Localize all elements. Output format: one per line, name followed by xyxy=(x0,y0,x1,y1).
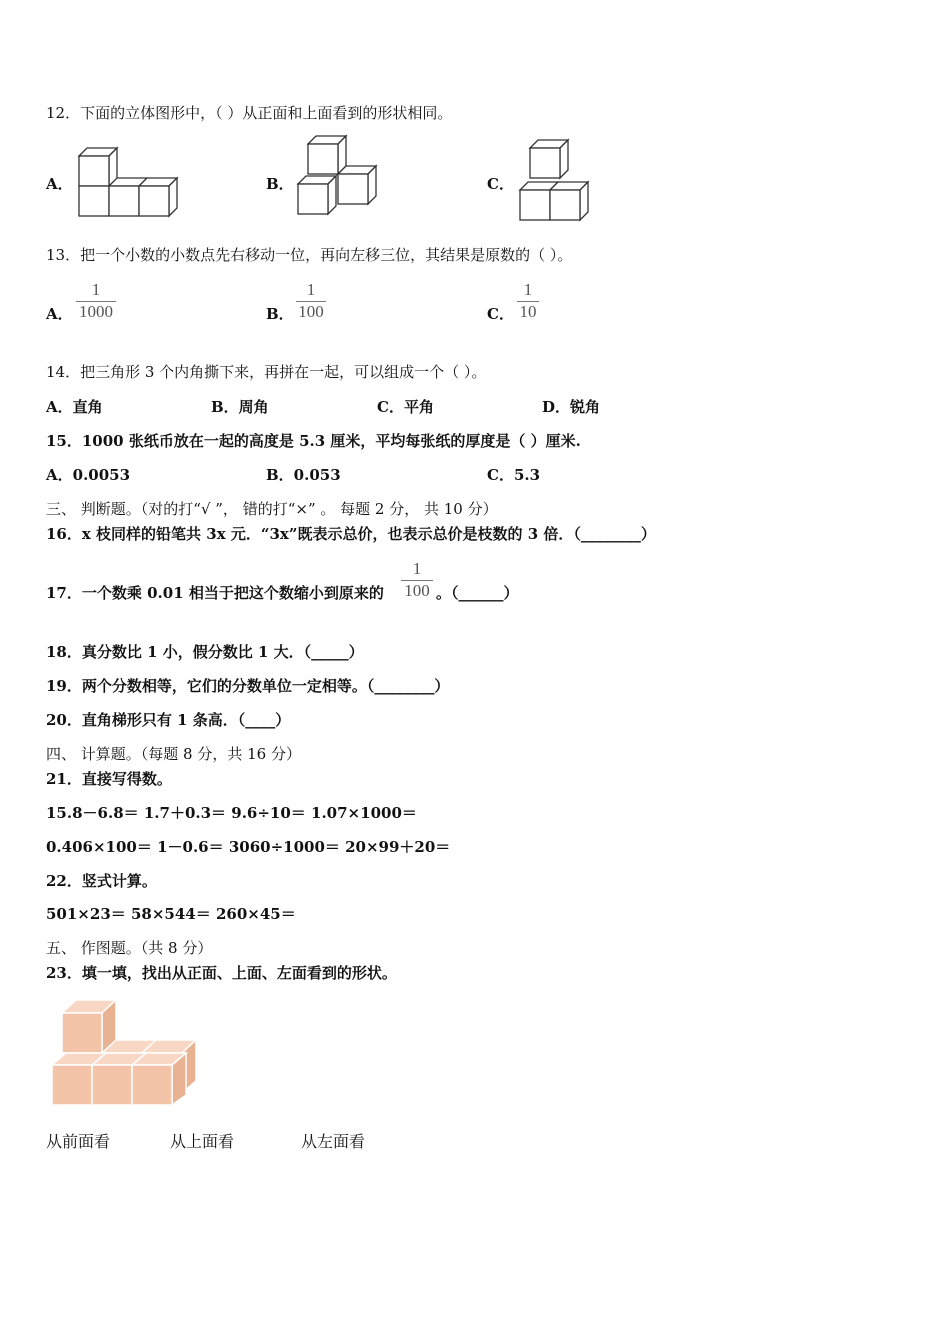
q12-option-a-label[interactable]: A． xyxy=(46,175,73,193)
q14-option-c[interactable]: C．平角 xyxy=(377,398,434,416)
q23-label-front: 从前面看 xyxy=(46,1132,111,1151)
q19-text: 19．两个分数相等，它们的分数单位一定相等。（________） xyxy=(46,677,450,695)
q23-title: 23．填一填，找出从正面、上面、左面看到的形状。 xyxy=(46,964,397,982)
q13-text: 13．把一个小数的小数点先右移动一位，再向左移三位，其结果是原数的（ ）。 xyxy=(46,246,573,264)
q20-text: 20．直角梯形只有 1 条高．（____） xyxy=(46,711,291,729)
q21-title: 21．直接写得数。 xyxy=(46,770,172,788)
q12-option-c-label[interactable]: C． xyxy=(487,175,514,193)
section-3-heading: 三、 判断题。（对的打“√ ”， 错的打“×” 。 每题 2 分， 共 10 分） xyxy=(46,500,498,518)
q18-text: 18．真分数比 1 小，假分数比 1 大．（_____） xyxy=(46,643,364,661)
q15-option-a[interactable]: A．0.0053 xyxy=(46,466,131,484)
q12-option-b-label[interactable]: B． xyxy=(266,175,294,193)
q12-figure-b xyxy=(296,134,386,219)
q22-title: 22．竖式计算。 xyxy=(46,872,157,890)
q13-option-b-label[interactable]: B． xyxy=(266,305,294,323)
section-5-heading: 五、 作图题。（共 8 分） xyxy=(46,939,213,957)
q15-text: 15．1000 张纸币放在一起的高度是 5.3 厘米，平均每张纸的厚度是（ ）厘米. xyxy=(46,432,581,450)
q15-option-b[interactable]: B．0.053 xyxy=(266,466,341,484)
q14-text: 14．把三角形 3 个内角撕下来，再拼在一起，可以组成一个（ ）。 xyxy=(46,363,487,381)
q23-label-top: 从上面看 xyxy=(170,1132,235,1151)
fraction-denominator: 1000 xyxy=(79,302,113,321)
q13-option-c-label[interactable]: C． xyxy=(487,305,514,323)
fraction-denominator: 10 xyxy=(519,302,537,321)
q17-text-after: 。（______） xyxy=(436,584,519,602)
q17-fraction xyxy=(401,560,433,600)
fraction-numerator: 1 xyxy=(412,559,422,578)
q14-option-d[interactable]: D．锐角 xyxy=(542,398,601,416)
q12-text: 12．下面的立体图形中，（ ）从正面和上面看到的形状相同。 xyxy=(46,104,453,122)
fraction-denominator: 100 xyxy=(298,302,324,321)
q14-option-a[interactable]: A．直角 xyxy=(46,398,103,416)
q17-text-before: 17．一个数乘 0.01 相当于把这个数缩小到原来的 xyxy=(46,584,384,602)
q15-option-c[interactable]: C．5.3 xyxy=(487,466,541,484)
fraction-numerator: 1 xyxy=(91,280,101,299)
q16-text: 16．x 枝同样的铅笔共 3x 元．“3x”既表示总价，也表示总价是枝数的 3 倍．（________） xyxy=(46,525,656,543)
q23-cube-figure xyxy=(46,995,206,1110)
q12-figure-a xyxy=(76,142,186,222)
section-4-heading: 四、 计算题。（每题 8 分，共 16 分） xyxy=(46,745,301,763)
fraction-numerator: 1 xyxy=(523,280,533,299)
q12-figure-c xyxy=(514,136,604,226)
q22-row: 501×23＝ 58×544＝ 260×45＝ xyxy=(46,905,296,923)
fraction-numerator: 1 xyxy=(306,280,316,299)
fraction-denominator: 100 xyxy=(404,581,430,600)
q13-fraction-b xyxy=(296,281,326,321)
q13-fraction-c xyxy=(517,281,539,321)
q21-row-2: 0.406×100＝ 1－0.6＝ 3060÷1000＝ 20×99＋20＝ xyxy=(46,838,451,856)
q13-option-a-label[interactable]: A． xyxy=(46,305,73,323)
q23-label-left: 从左面看 xyxy=(301,1132,366,1151)
q13-fraction-a xyxy=(76,281,116,321)
q21-row-1: 15.8－6.8＝ 1.7＋0.3＝ 9.6÷10＝ 1.07×1000＝ xyxy=(46,804,417,822)
q14-option-b[interactable]: B．周角 xyxy=(211,398,269,416)
